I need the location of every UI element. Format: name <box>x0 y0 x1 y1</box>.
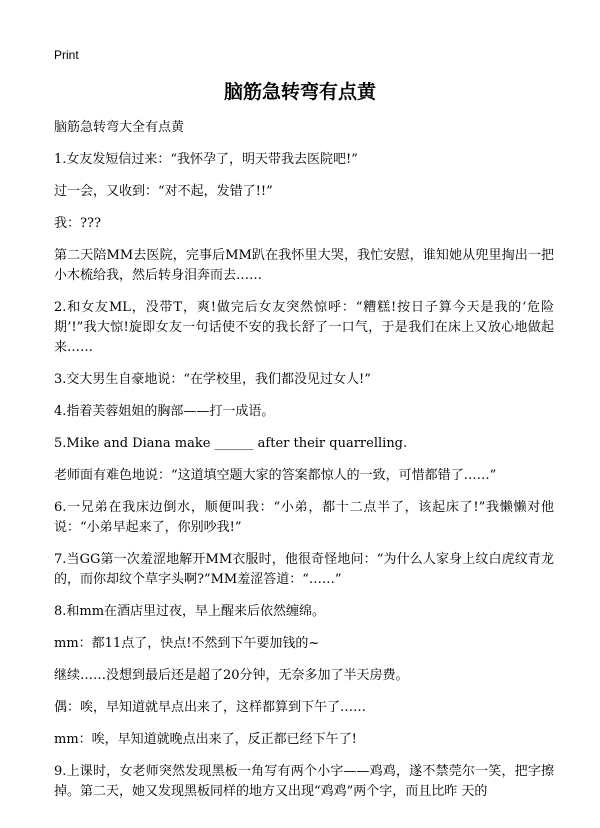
paragraph: 5.Mike and Diana make ______ after their quarrelling. <box>54 436 408 451</box>
print-label: Print <box>54 48 79 62</box>
paragraph: 9.上课时，女老师突然发现黑板一角写有两个小字——鸡鸡，遂不禁莞尔一笑，把字擦掉。第二天，她又发现黑板同样的地方又出现“鸡鸡”两个字，而且比昨 天的 <box>54 764 554 799</box>
paragraph: 偶：唉，早知道就早点出来了，这样都算到下午了…… <box>54 700 367 715</box>
paragraph: 继续……没想到最后还是超了20分钟，无奈多加了半天房费。 <box>54 668 409 683</box>
paragraph: 8.和mm在酒店里过夜，早上醒来后依然缠绵。 <box>54 604 326 619</box>
paragraph: 1.女友发短信过来：“我怀孕了，明天带我去医院吧!” <box>54 152 358 167</box>
paragraph: 7.当GG第一次羞涩地解开MM衣服时，他很奇怪地问：“为什么人家身上纹白虎纹青龙的，而你却纹个草字头啊?”MM羞涩答道：“……” <box>54 552 554 587</box>
page-title: 脑筋急转弯有点黄 <box>223 81 376 103</box>
paragraph: mm：都11点了，快点!不然到下午要加钱的~ <box>54 636 320 651</box>
paragraph: 2.和女友ML，没带T，爽!做完后女友突然惊呼：“糟糕!按日子算今天是我的‘危险期’!”我大惊!旋即女友一句话使不安的我长舒了一口气，于是我们在床上又放心地做起来…… <box>54 300 554 355</box>
paragraph: 我：??? <box>54 216 101 231</box>
paragraph: mm：唉，早知道就晚点出来了，反正都已经下午了! <box>54 732 357 747</box>
paragraph: 老师面有难色地说：“这道填空题大家的答案都惊人的一致，可惜都错了……” <box>54 468 497 483</box>
paragraph: 脑筋急转弯大全有点黄 <box>54 120 185 135</box>
paragraph: 第二天陪MM去医院，完事后MM趴在我怀里大哭，我忙安慰，谁知她从兜里掏出一把小木梳给我，然后转身泪奔而去…… <box>54 248 554 283</box>
paragraph: 6.一兄弟在我床边倒水，顺便叫我：“小弟，都十二点半了，该起床了!”我懒懒对他说：“小弟早起来了，你别吵我!” <box>54 500 554 535</box>
paragraph: 3.交大男生自豪地说：“在学校里，我们都没见过女人!” <box>54 372 371 387</box>
article-body <box>54 118 554 814</box>
paragraph: 过一会，又收到：“对不起，发错了!!” <box>54 184 273 199</box>
paragraph: 4.指着芙蓉姐姐的胸部——打一成语。 <box>54 404 275 419</box>
